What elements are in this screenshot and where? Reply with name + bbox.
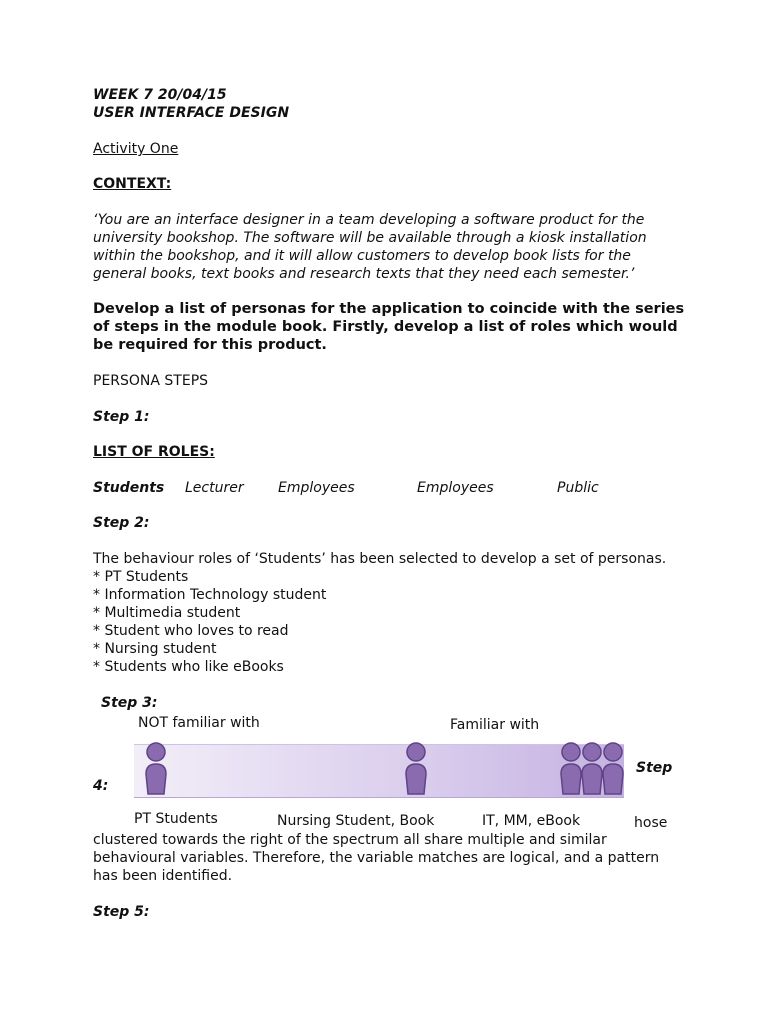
spectrum-bottom-label: Nursing Student, Book: [277, 813, 435, 829]
behaviour-list-item: * Nursing student: [93, 641, 217, 657]
step2-heading: Step 2:: [93, 515, 150, 531]
persona-figure-icon: [404, 742, 428, 796]
subject-heading: USER INTERFACE DESIGN: [93, 105, 290, 121]
roles-row: [0, 479, 768, 497]
conclusion-line: has been identified.: [93, 868, 233, 884]
behaviour-list-item: * PT Students: [93, 569, 189, 585]
context-line: general books, text books and research texts that they need each semester.’: [93, 266, 635, 282]
role-item: Employees: [417, 480, 494, 496]
spectrum-bottom-label: IT, MM, eBook: [482, 813, 581, 829]
task-line: Develop a list of personas for the application to coincide with the series: [93, 301, 685, 317]
behaviour-list-item: * Students who like eBooks: [93, 659, 284, 675]
spectrum-left-label: NOT familiar with: [138, 715, 260, 731]
persona-steps-heading: PERSONA STEPS: [93, 373, 209, 389]
step4-number: 4:: [93, 778, 109, 794]
step4-heading: Step: [636, 760, 673, 776]
familiarity-spectrum-bar: [134, 744, 624, 798]
behaviour-list-item: * Information Technology student: [93, 587, 327, 603]
context-heading: CONTEXT:: [93, 176, 172, 192]
role-item: Students: [93, 480, 165, 496]
conclusion-line: clustered towards the right of the spectrum all share multiple and similar: [93, 832, 607, 848]
role-item: Employees: [278, 480, 355, 496]
conclusion-line: behavioural variables. Therefore, the variable matches are logical, and a pattern: [93, 850, 660, 866]
persona-figure-icon: [144, 742, 168, 796]
week-heading: WEEK 7 20/04/15: [93, 87, 227, 103]
task-line: be required for this product.: [93, 337, 327, 353]
activity-heading: Activity One: [93, 141, 179, 157]
spectrum-right-label: Familiar with: [450, 717, 540, 733]
context-line: ‘You are an interface designer in a team developing a software product for the: [93, 212, 645, 228]
step1-heading: Step 1:: [93, 409, 150, 425]
behaviour-list-item: * Multimedia student: [93, 605, 241, 621]
step3-heading: Step 3:: [101, 695, 158, 711]
persona-figure-icon: [601, 742, 625, 796]
context-line: university bookshop. The software will be available through a kiosk installation: [93, 230, 647, 246]
roles-heading: LIST OF ROLES:: [93, 444, 215, 460]
role-item: Public: [557, 480, 599, 496]
role-item: Lecturer: [185, 480, 244, 496]
context-line: within the bookshop, and it will allow customers to develop book lists for the: [93, 248, 631, 264]
spectrum-bottom-label: PT Students: [134, 811, 218, 827]
conclusion-fragment: hose: [634, 815, 668, 831]
behaviour-intro: The behaviour roles of ‘Students’ has been selected to develop a set of personas.: [93, 551, 667, 567]
task-line: of steps in the module book. Firstly, develop a list of roles which would: [93, 319, 678, 335]
step5-heading: Step 5:: [93, 904, 150, 920]
behaviour-list-item: * Student who loves to read: [93, 623, 289, 639]
